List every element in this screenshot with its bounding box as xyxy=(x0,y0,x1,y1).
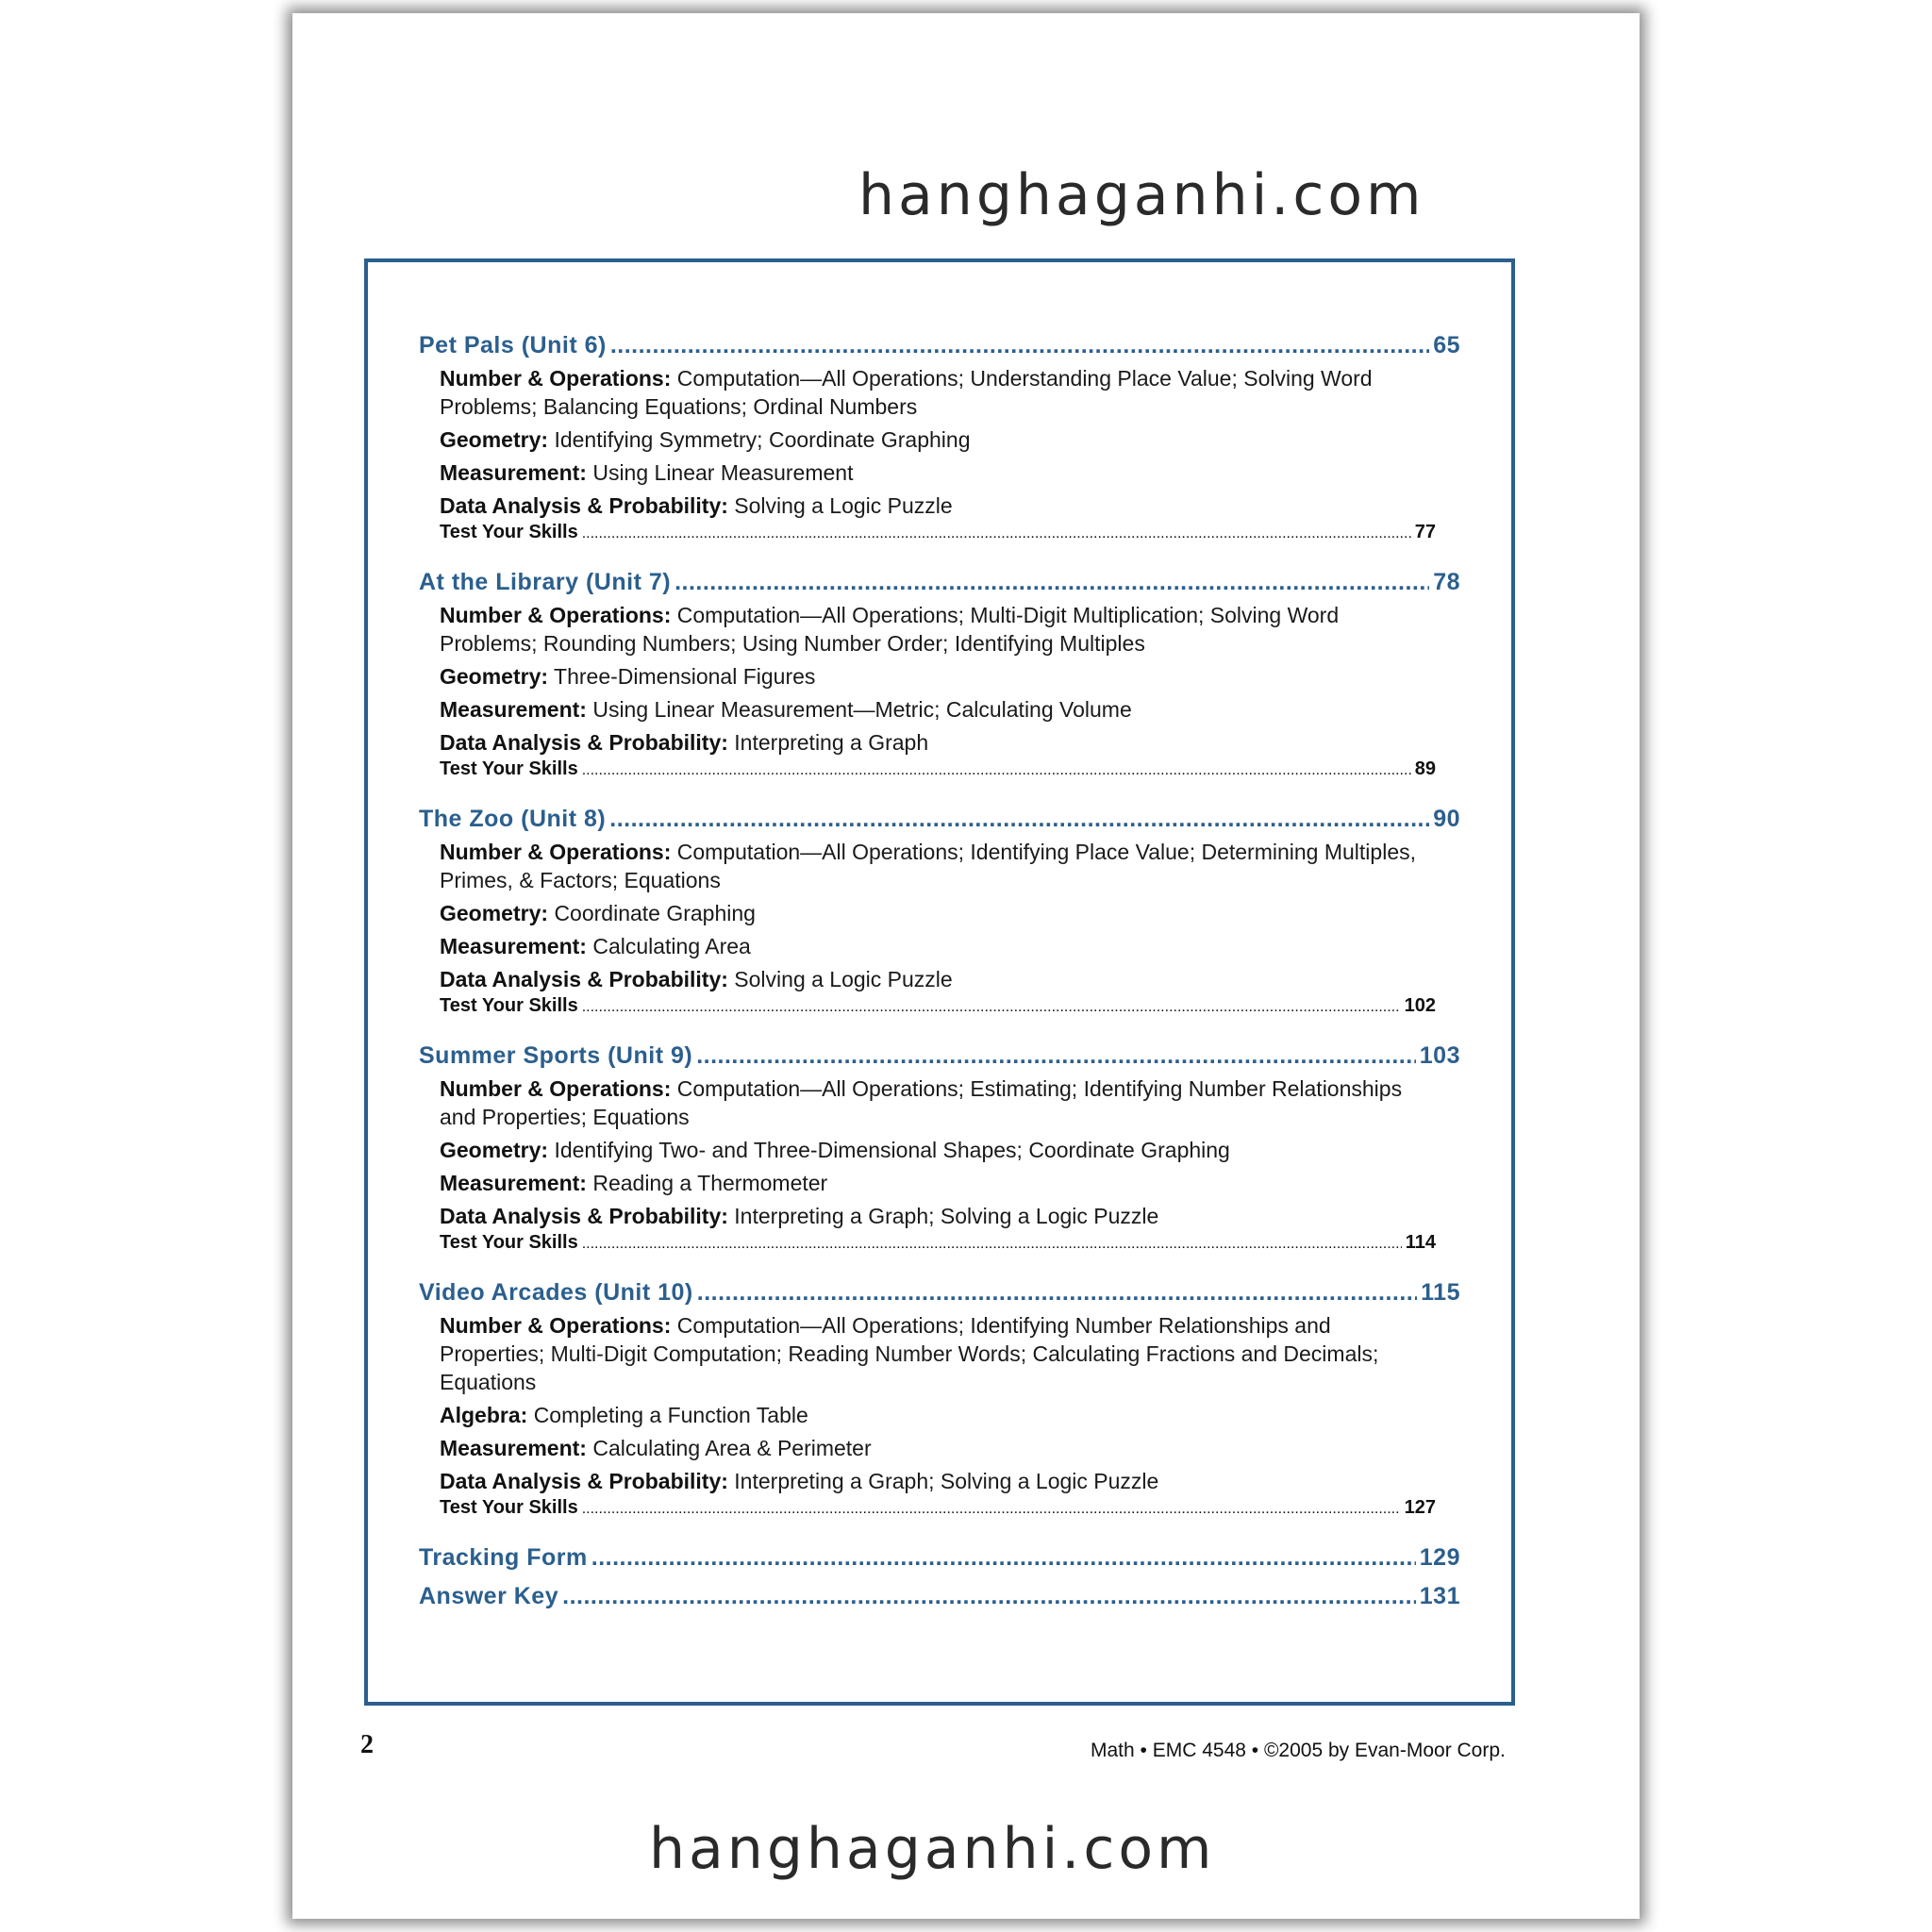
topic-label: Data Analysis & Probability: xyxy=(440,1204,728,1228)
toc-unit-7 xyxy=(419,569,1460,780)
unit-title: Pet Pals (Unit 6) xyxy=(419,332,607,358)
unit-page: 78 xyxy=(1433,569,1460,595)
unit-page: 90 xyxy=(1433,806,1460,832)
topic-data-analysis xyxy=(440,965,1436,993)
topic-text: Calculating Area & Perimeter xyxy=(592,1436,872,1460)
footer-credit: Math • EMC 4548 • ©2005 by Evan-Moor Corp. xyxy=(1091,1740,1506,1761)
dot-leader xyxy=(610,332,1429,359)
topic-data-analysis xyxy=(440,491,1436,520)
topic-text: Interpreting a Graph; Solving a Logic Puzzle xyxy=(734,1469,1159,1493)
topic-text: Computation—All Operations; Understanding Place Value; Solving Word Problems; Balancing Equations; Ordinal Numbers xyxy=(440,366,1373,419)
dot-leader xyxy=(591,1544,1416,1572)
test-page: 127 xyxy=(1404,1497,1436,1518)
topic-text: Completing a Function Table xyxy=(533,1403,808,1427)
topic-label: Number & Operations: xyxy=(440,603,672,627)
table-of-contents xyxy=(419,332,1460,1622)
topic-label: Measurement: xyxy=(440,697,587,722)
topic-label: Data Analysis & Probability: xyxy=(440,493,728,518)
topic-label: Geometry: xyxy=(440,901,549,925)
topic-label: Geometry: xyxy=(440,1138,549,1162)
topic-data-analysis xyxy=(440,728,1436,757)
unit-page: 103 xyxy=(1419,1042,1460,1069)
page-number: 2 xyxy=(360,1730,374,1759)
dot-leader xyxy=(696,1042,1416,1070)
topic-text: Computation—All Operations; Multi-Digit Multiplication; Solving Word Problems; Rounding Numbers; Using Number Order; Identifying Multiples xyxy=(440,603,1340,656)
topic-label: Data Analysis & Probability: xyxy=(440,1469,728,1493)
dot-leader xyxy=(609,806,1429,833)
test-page: 77 xyxy=(1414,522,1436,542)
topic-label: Geometry: xyxy=(440,427,549,452)
unit-title: Summer Sports (Unit 9) xyxy=(419,1042,693,1069)
topic-measurement xyxy=(440,1434,1436,1462)
topic-data-analysis xyxy=(440,1467,1436,1495)
topic-geometry xyxy=(440,1136,1436,1164)
topic-label: Number & Operations: xyxy=(440,1313,672,1338)
entry-page: 129 xyxy=(1419,1544,1460,1571)
topic-text: Using Linear Measurement—Metric; Calculating Volume xyxy=(592,697,1132,722)
dot-leader xyxy=(582,525,1411,542)
topic-label: Number & Operations: xyxy=(440,840,672,864)
toc-unit-9 xyxy=(419,1042,1460,1254)
topic-number-operations xyxy=(440,838,1436,894)
dot-leader xyxy=(675,569,1429,596)
topic-text: Interpreting a Graph xyxy=(734,730,929,755)
test-your-skills-entry[interactable] xyxy=(440,522,1436,543)
entry-title: Tracking Form xyxy=(419,1544,588,1571)
dot-leader xyxy=(582,762,1411,779)
topic-text: Identifying Symmetry; Coordinate Graphing xyxy=(554,427,971,452)
topic-geometry xyxy=(440,899,1436,927)
topic-text: Computation—All Operations; Estimating; Identifying Number Relationships and Properties; Equations xyxy=(440,1076,1403,1129)
unit-heading[interactable] xyxy=(419,1279,1460,1307)
test-page: 89 xyxy=(1414,758,1436,779)
topic-label: Number & Operations: xyxy=(440,366,672,391)
unit-heading[interactable] xyxy=(419,806,1460,833)
unit-page: 115 xyxy=(1421,1279,1460,1306)
topic-number-operations xyxy=(440,364,1436,421)
topic-number-operations xyxy=(440,1074,1436,1131)
topic-label: Algebra: xyxy=(440,1403,528,1427)
dot-leader xyxy=(582,1236,1402,1253)
dot-leader xyxy=(562,1583,1416,1610)
test-label: Test Your Skills xyxy=(440,1232,578,1253)
test-label: Test Your Skills xyxy=(440,1497,578,1518)
topic-number-operations xyxy=(440,1311,1436,1396)
topic-number-operations xyxy=(440,601,1436,658)
topic-label: Measurement: xyxy=(440,934,587,958)
unit-title: The Zoo (Unit 8) xyxy=(419,806,607,832)
unit-heading[interactable] xyxy=(419,569,1460,596)
topic-label: Measurement: xyxy=(440,1436,587,1460)
toc-unit-10 xyxy=(419,1279,1460,1519)
topic-label: Geometry: xyxy=(440,664,549,689)
toc-unit-6 xyxy=(419,332,1460,543)
test-your-skills-entry[interactable] xyxy=(440,758,1436,780)
test-your-skills-entry[interactable] xyxy=(440,1497,1436,1519)
test-label: Test Your Skills xyxy=(440,522,578,542)
topic-text: Using Linear Measurement xyxy=(592,460,854,485)
topic-text: Three-Dimensional Figures xyxy=(554,664,816,689)
test-your-skills-entry[interactable] xyxy=(440,1232,1436,1254)
topic-text: Reading a Thermometer xyxy=(592,1171,828,1195)
topic-text: Solving a Logic Puzzle xyxy=(734,493,953,518)
watermark-top: hanghaganhi.com xyxy=(858,162,1425,228)
test-your-skills-entry[interactable] xyxy=(440,995,1436,1017)
test-label: Test Your Skills xyxy=(440,995,578,1016)
topic-text: Solving a Logic Puzzle xyxy=(734,967,953,991)
topic-label: Measurement: xyxy=(440,1171,587,1195)
watermark-bottom: hanghaganhi.com xyxy=(649,1816,1216,1882)
topic-text: Identifying Two- and Three-Dimensional Shapes; Coordinate Graphing xyxy=(554,1138,1230,1162)
unit-heading[interactable] xyxy=(419,1042,1460,1070)
topic-data-analysis xyxy=(440,1202,1436,1230)
toc-answer-key[interactable] xyxy=(419,1583,1460,1610)
topic-text: Computation—All Operations; Identifying Place Value; Determining Multiples, Primes, & Factors; Equations xyxy=(440,840,1417,892)
test-label: Test Your Skills xyxy=(440,758,578,779)
topic-label: Data Analysis & Probability: xyxy=(440,730,728,755)
topic-algebra xyxy=(440,1401,1436,1429)
unit-heading[interactable] xyxy=(419,332,1460,359)
topic-measurement xyxy=(440,932,1436,960)
test-page: 102 xyxy=(1404,995,1436,1016)
unit-page: 65 xyxy=(1433,332,1460,358)
unit-title: Video Arcades (Unit 10) xyxy=(419,1279,693,1306)
toc-unit-8 xyxy=(419,806,1460,1017)
topic-measurement xyxy=(440,695,1436,724)
dot-leader xyxy=(697,1279,1417,1307)
entry-title: Answer Key xyxy=(419,1583,559,1609)
dot-leader xyxy=(582,999,1401,1016)
unit-title: At the Library (Unit 7) xyxy=(419,569,672,595)
topic-text: Calculating Area xyxy=(592,934,751,958)
topic-geometry xyxy=(440,662,1436,691)
topic-text: Computation—All Operations; Identifying Number Relationships and Properties; Multi-Digit Computation; Reading Number Words; Calculating Fractions and Decimals; Equations xyxy=(440,1313,1379,1394)
topic-label: Measurement: xyxy=(440,460,587,485)
topic-measurement xyxy=(440,1169,1436,1197)
topic-text: Coordinate Graphing xyxy=(554,901,756,925)
test-page: 114 xyxy=(1405,1232,1436,1253)
entry-page: 131 xyxy=(1419,1583,1460,1609)
topic-label: Data Analysis & Probability: xyxy=(440,967,728,991)
topic-geometry xyxy=(440,425,1436,454)
topic-label: Number & Operations: xyxy=(440,1076,672,1101)
topic-measurement xyxy=(440,458,1436,487)
topic-text: Interpreting a Graph; Solving a Logic Puzzle xyxy=(734,1204,1159,1228)
toc-tracking-form[interactable] xyxy=(419,1544,1460,1572)
dot-leader xyxy=(582,1501,1401,1518)
